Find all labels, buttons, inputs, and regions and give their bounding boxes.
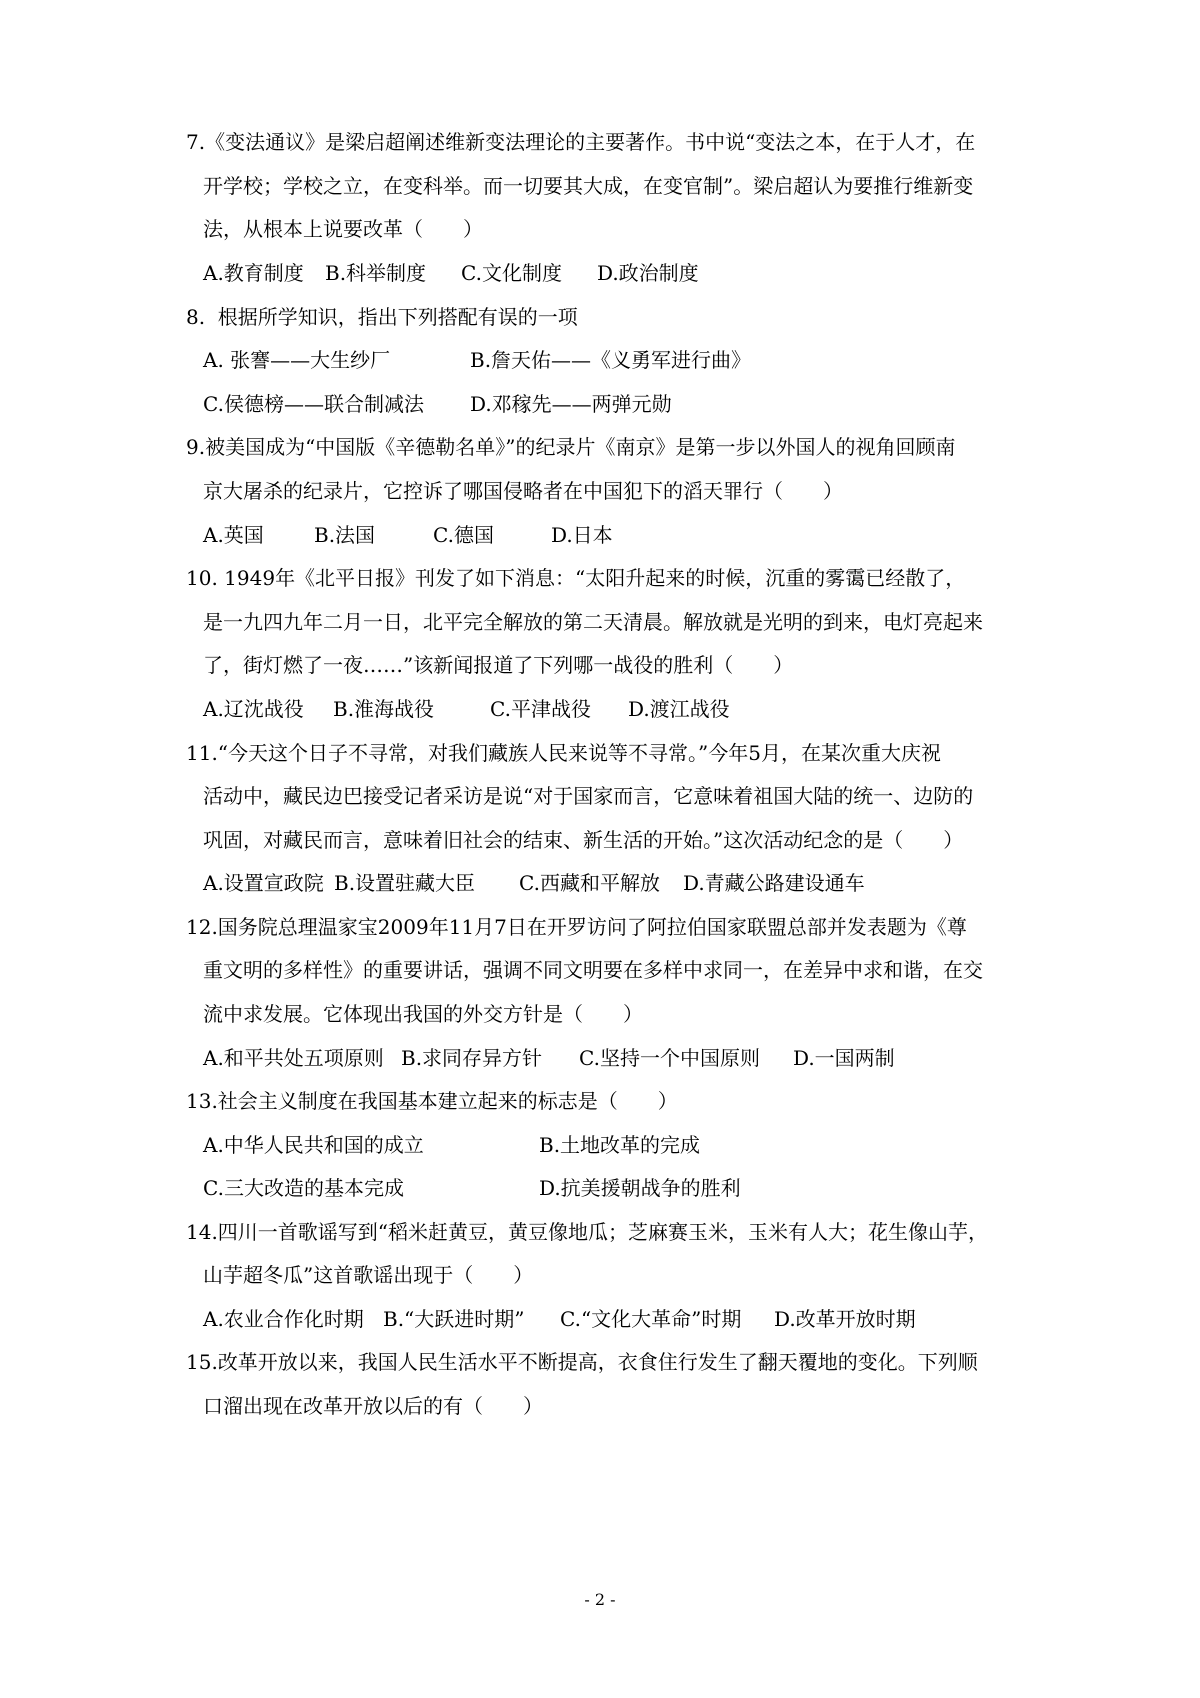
question-10-option-c: C.平津战役 [490,697,591,721]
question-8-option-c: C.侯德榜——联合制减法 [203,392,424,416]
question-8-option-d: D.邓稼先——两弹元勋 [470,392,672,416]
page-number: - 2 - [584,1590,616,1609]
question-9-option-d: D.日本 [551,523,613,547]
question-8-option-a: A. 张謇——大生纱厂 [203,348,391,372]
question-10-line-2: 是一九四九年二月一日，北平完全解放的第二天清晨。解放就是光明的到来，电灯亮起来 [203,610,983,634]
question-8-option-b: B.詹天佑——《义勇军进行曲》 [470,348,752,372]
question-14-line-1: 14.四川一首歌谣写到“稻米赶黄豆，黄豆像地瓜；芝麻赛玉米，玉米有人大；花生像山芋， [186,1220,989,1244]
question-12-line-3: 流中求发展。它体现出我国的外交方针是（ ） [203,1002,643,1026]
question-14-option-a: A.农业合作化时期 [203,1307,364,1331]
question-13-line-1: 13.社会主义制度在我国基本建立起来的标志是（ ） [186,1089,678,1113]
question-12-line-1: 12.国务院总理温家宝2009年11月7日在开罗访问了阿拉伯国家联盟总部并发表题为《尊 [186,915,967,939]
question-10-line-1: 10. 1949年《北平日报》刊发了如下消息：“太阳升起来的时候，沉重的雾霭已经散了， [186,566,966,590]
question-11-option-b: B.设置驻藏大臣 [334,871,476,895]
question-13-option-a: A.中华人民共和国的成立 [203,1133,424,1157]
question-15-line-1: 15.改革开放以来，我国人民生活水平不断提高，衣食住行发生了翻天覆地的变化。下列顺 [186,1350,978,1374]
question-7-option-a: A.教育制度 [203,261,304,285]
question-9-option-a: A.英国 [203,523,264,547]
question-10-line-3: 了，街灯燃了一夜……”该新闻报道了下列哪一战役的胜利（ ） [203,653,794,677]
question-11-option-c: C.西藏和平解放 [519,871,660,895]
question-10-option-b: B.淮海战役 [333,697,435,721]
question-13-option-b: B.土地改革的完成 [539,1133,701,1157]
question-12-option-c: C.坚持一个中国原则 [579,1046,760,1070]
question-14-option-c: C.“文化大革命”时期 [560,1307,742,1331]
question-11-line-1: 11.“今天这个日子不寻常，对我们藏族人民来说等不寻常。”今年5月，在某次重大庆祝 [186,741,941,765]
question-7-line-2: 开学校；学校之立，在变科举。而一切要其大成，在变官制”。梁启超认为要推行维新变 [203,174,974,198]
question-7-option-d: D.政治制度 [597,261,699,285]
question-7-line-3: 法，从根本上说要改革（ ） [203,217,483,241]
question-12-line-2: 重文明的多样性》的重要讲话，强调不同文明要在多样中求同一，在差异中求和谐，在交 [203,958,983,982]
question-14-option-d: D.改革开放时期 [774,1307,916,1331]
question-13-option-d: D.抗美援朝战争的胜利 [539,1176,741,1200]
question-9-line-2: 京大屠杀的纪录片，它控诉了哪国侵略者在中国犯下的滔天罪行（ ） [203,479,843,503]
question-14-line-2: 山芋超冬瓜”这首歌谣出现于（ ） [203,1263,534,1287]
question-9-line-1: 9.被美国成为“中国版《辛德勒名单》”的纪录片《南京》是第一步以外国人的视角回顾南 [186,435,956,459]
question-13-option-c: C.三大改造的基本完成 [203,1176,404,1200]
question-12-option-d: D.一国两制 [793,1046,895,1070]
question-12-option-b: B.求同存异方针 [401,1046,543,1070]
question-12-option-a: A.和平共处五项原则 [203,1046,384,1070]
question-7-option-b: B.科举制度 [325,261,427,285]
question-15-line-2: 口溜出现在改革开放以后的有（ ） [203,1394,543,1418]
question-10-option-a: A.辽沈战役 [203,697,304,721]
question-11-option-d: D.青藏公路建设通车 [683,871,865,895]
question-11-line-3: 巩固，对藏民而言，意味着旧社会的结束、新生活的开始。”这次活动纪念的是（ ） [203,828,964,852]
question-11-line-2: 活动中，藏民边巴接受记者采访是说“对于国家而言，它意味着祖国大陆的统一、边防的 [203,784,974,808]
question-14-option-b: B.“大跃进时期” [383,1307,525,1331]
question-7-option-c: C.文化制度 [461,261,562,285]
question-11-option-a: A.设置宣政院 [203,871,324,895]
question-8-line-1: 8. 根据所学知识，指出下列搭配有误的一项 [186,305,578,329]
question-10-option-d: D.渡江战役 [628,697,730,721]
question-9-option-c: C.德国 [433,523,494,547]
question-7-line-1: 7.《变法通议》是梁启超阐述维新变法理论的主要著作。书中说“变法之本，在于人才，在 [186,130,976,154]
question-9-option-b: B.法国 [314,523,376,547]
